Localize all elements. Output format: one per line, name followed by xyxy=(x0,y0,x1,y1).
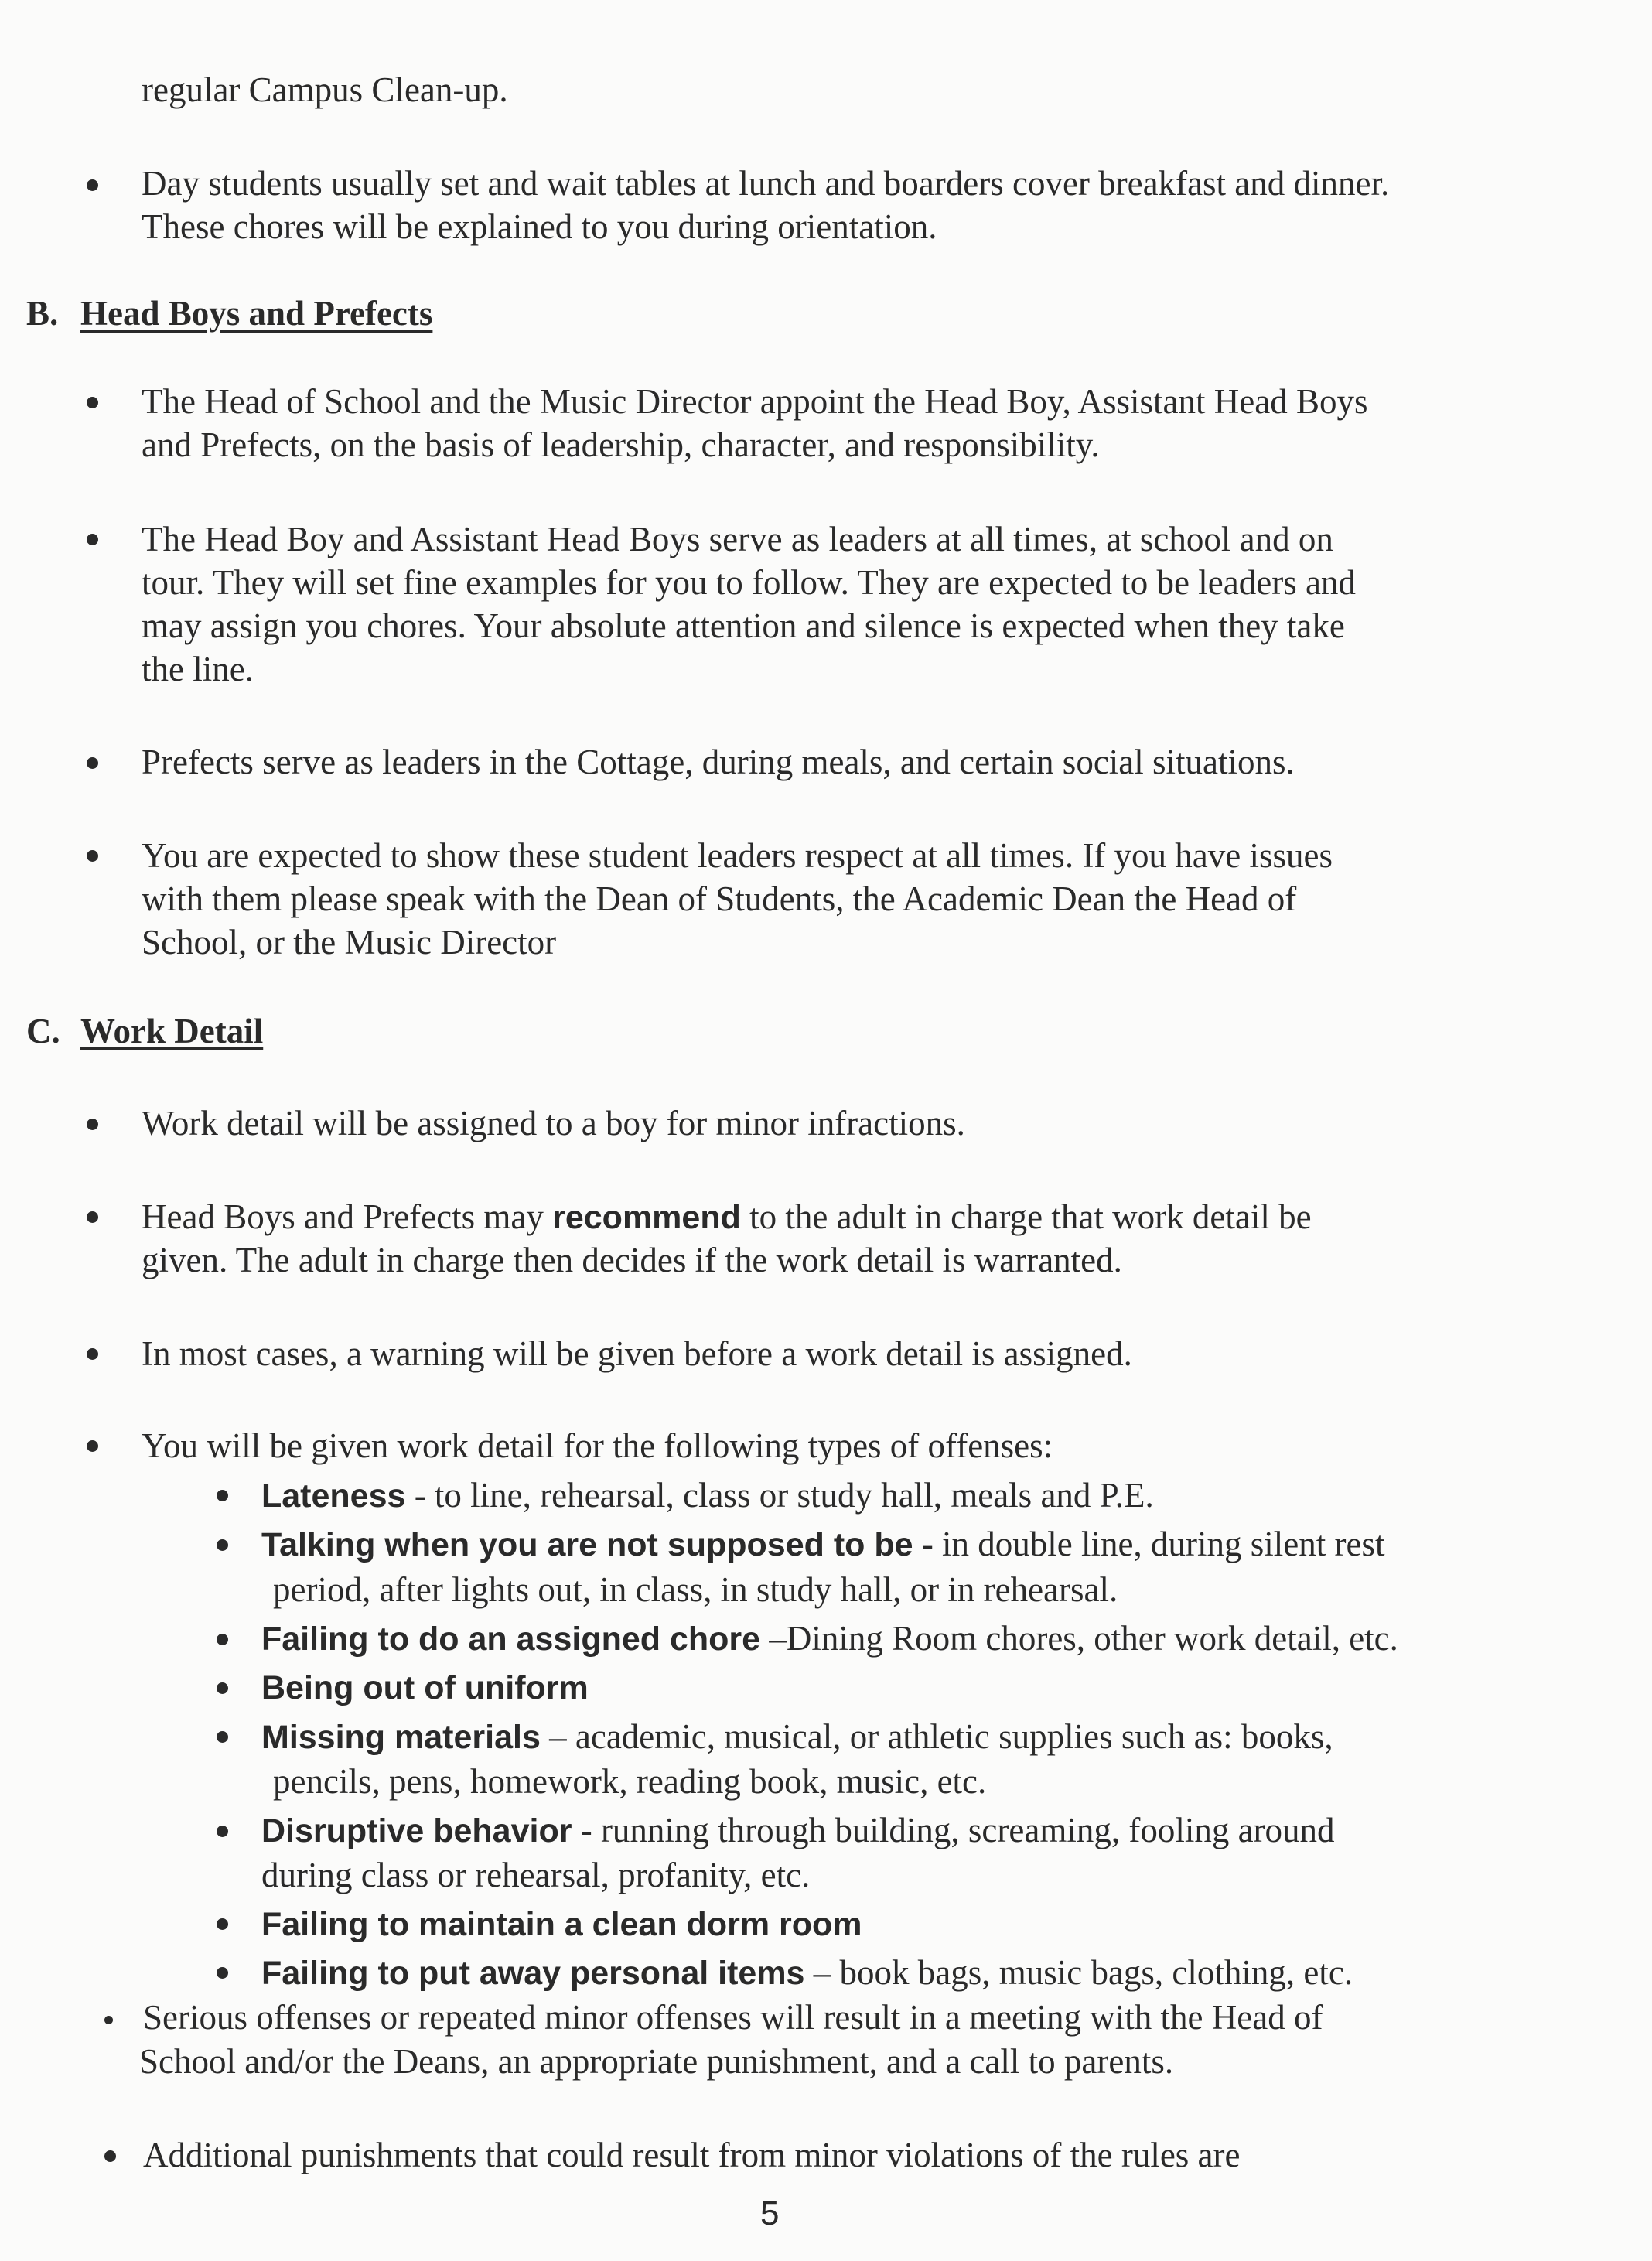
offense-detail-cont: pencils, pens, homework, reading book, music, etc. xyxy=(273,1762,987,1801)
offense-name: Failing to do an assigned chore xyxy=(261,1621,761,1658)
bullet-text-part: Head Boys and Prefects may xyxy=(142,1197,553,1236)
offense-detail: –Dining Room chores, other work detail, etc. xyxy=(760,1619,1398,1658)
bullet-icon xyxy=(87,1348,98,1360)
offense-name: Being out of uniform xyxy=(261,1669,589,1706)
section-heading: Head Boys and Prefects xyxy=(80,294,433,333)
bullet-text: Serious offenses or repeated minor offenses will result in a meeting with the Head of xyxy=(143,1998,1323,2037)
emphasis-text: recommend xyxy=(552,1199,741,1236)
sub-bullet-icon xyxy=(217,1967,228,1979)
bullet-text: Prefects serve as leaders in the Cottage, during meals, and certain social situations. xyxy=(142,743,1295,781)
offense-name: Disruptive behavior xyxy=(261,1812,572,1849)
bullet-icon xyxy=(104,2016,113,2024)
bullet-text: and Prefects, on the basis of leadership, character, and responsibility. xyxy=(142,425,1100,464)
offense-item xyxy=(261,1474,1154,1518)
bullet-text: You will be given work detail for the following types of offenses: xyxy=(142,1426,1053,1465)
bullet-icon xyxy=(104,2150,116,2162)
bullet-icon xyxy=(87,179,98,191)
bullet-text: These chores will be explained to you during orientation. xyxy=(142,207,937,246)
sub-bullet-icon xyxy=(217,1490,228,1501)
bullet-text: given. The adult in charge then decides if the work detail is warranted. xyxy=(142,1241,1122,1279)
offense-detail: - in double line, during silent rest xyxy=(913,1525,1385,1563)
bullet-icon xyxy=(87,1211,98,1223)
sub-bullet-icon xyxy=(217,1918,228,1930)
bullet-text: the line. xyxy=(142,650,254,688)
bullet-icon xyxy=(87,757,98,769)
offense-name: Failing to maintain a clean dorm room xyxy=(261,1906,862,1943)
offense-item xyxy=(261,1808,1335,1853)
bullet-text-part: to the adult in charge that work detail be xyxy=(740,1197,1312,1236)
offense-name: Missing materials xyxy=(261,1719,541,1756)
bullet-text: may assign you chores. Your absolute attention and silence is expected when they take xyxy=(142,606,1345,645)
bullet-text: tour. They will set fine examples for you to follow. They are expected to be leaders and xyxy=(142,563,1356,602)
offense-item xyxy=(261,1665,589,1709)
bullet-icon xyxy=(87,850,98,862)
page-number: 5 xyxy=(760,2194,780,2232)
bullet-text: School, or the Music Director xyxy=(142,923,557,961)
bullet-text: with them please speak with the Dean of Students, the Academic Dean the Head of xyxy=(142,879,1297,918)
sub-bullet-icon xyxy=(217,1682,228,1694)
offense-detail-cont: period, after lights out, in class, in study hall, or in rehearsal. xyxy=(273,1570,1118,1609)
offense-item xyxy=(261,1715,1333,1759)
offense-item xyxy=(261,1902,862,1946)
bullet-text: School and/or the Deans, an appropriate punishment, and a call to parents. xyxy=(139,2042,1174,2081)
bullet-text: Day students usually set and wait tables at lunch and boarders cover breakfast and dinner. xyxy=(142,164,1390,203)
offense-detail: – book bags, music bags, clothing, etc. xyxy=(804,1953,1353,1992)
bullet-icon xyxy=(87,397,98,408)
bullet-text: The Head Boy and Assistant Head Boys serve as leaders at all times, at school and on xyxy=(142,520,1333,558)
continuation-text: regular Campus Clean-up. xyxy=(142,70,508,109)
offense-detail: – academic, musical, or athletic supplies such as: books, xyxy=(540,1717,1333,1756)
offense-detail: - to line, rehearsal, class or study hall, meals and P.E. xyxy=(405,1476,1154,1515)
bullet-icon xyxy=(87,534,98,545)
bullet-text: Additional punishments that could result from minor violations of the rules are xyxy=(143,2136,1241,2174)
offense-detail-cont: during class or rehearsal, profanity, etc. xyxy=(261,1856,811,1894)
offense-item xyxy=(261,1617,1398,1661)
bullet-text xyxy=(142,1195,1312,1239)
sub-bullet-icon xyxy=(217,1826,228,1837)
section-letter: C. xyxy=(26,1012,60,1050)
bullet-text: Work detail will be assigned to a boy for minor infractions. xyxy=(142,1104,965,1142)
bullet-text: In most cases, a warning will be given before a work detail is assigned. xyxy=(142,1334,1132,1373)
section-letter: B. xyxy=(26,294,59,333)
bullet-icon xyxy=(87,1119,98,1130)
bullet-text: The Head of School and the Music Director appoint the Head Boy, Assistant Head Boys xyxy=(142,382,1368,421)
section-heading: Work Detail xyxy=(80,1012,264,1050)
offense-item xyxy=(261,1951,1353,1995)
sub-bullet-icon xyxy=(217,1634,228,1645)
offense-item xyxy=(261,1522,1384,1566)
offense-name: Talking when you are not supposed to be xyxy=(261,1526,913,1563)
bullet-icon xyxy=(87,1440,98,1452)
sub-bullet-icon xyxy=(217,1731,228,1743)
bullet-text: You are expected to show these student leaders respect at all times. If you have issues xyxy=(142,836,1333,875)
offense-name: Failing to put away personal items xyxy=(261,1955,805,1992)
sub-bullet-icon xyxy=(217,1539,228,1551)
offense-detail: - running through building, screaming, fooling around xyxy=(572,1811,1335,1849)
offense-name: Lateness xyxy=(261,1477,406,1515)
